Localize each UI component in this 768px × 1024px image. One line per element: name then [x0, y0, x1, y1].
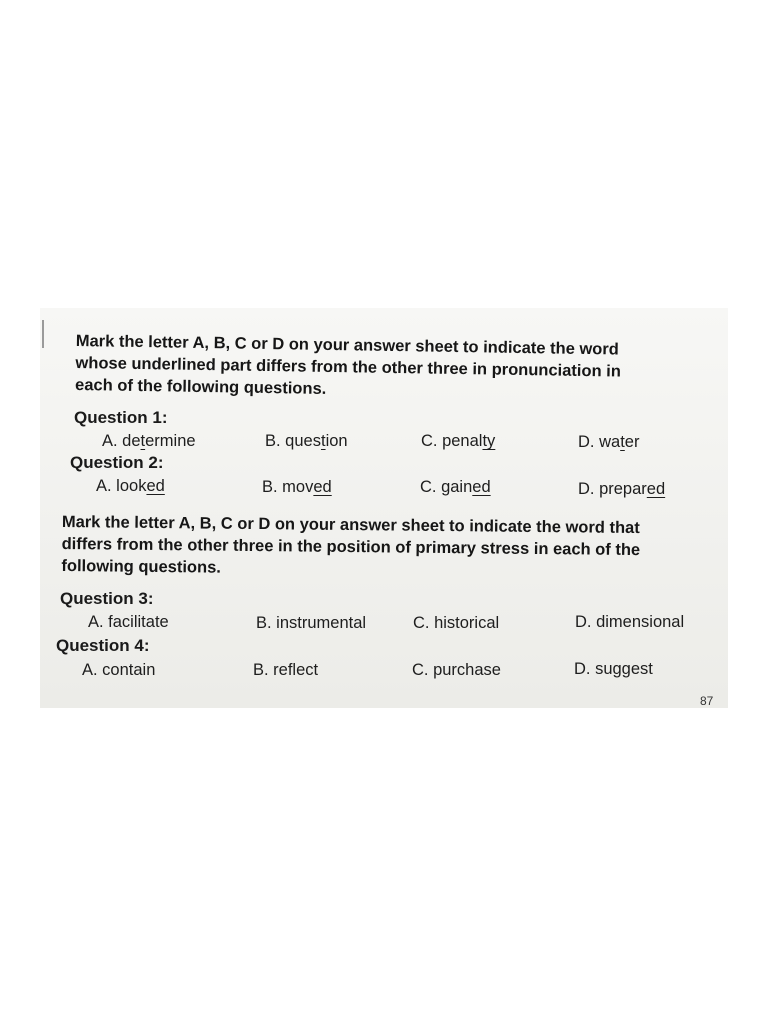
question-2-label: Question 2:: [70, 453, 164, 472]
instruction-line: Mark the letter A, B, C or D on your answer sheet to indicate the word that: [61, 512, 640, 538]
question-2-option-c: C. gained: [420, 478, 491, 496]
question-1-label: Question 1:: [74, 408, 168, 427]
question-1-option-d: D. water: [578, 433, 640, 451]
question-3-option-b: B. instrumental: [256, 614, 367, 632]
question-4-option-a: A. contain: [82, 661, 156, 679]
question-3-label: Question 3:: [60, 589, 154, 608]
question-4-option-d: D. suggest: [574, 660, 653, 678]
question-3-option-a: A. facilitate: [88, 613, 169, 631]
page-number: 87: [700, 694, 714, 708]
question-3-option-c: C. historical: [413, 614, 500, 632]
instruction-line: following questions.: [61, 556, 222, 577]
question-1-option-a: A. determine: [102, 432, 196, 450]
question-4-label: Question 4:: [56, 636, 150, 655]
question-2-option-a: A. looked: [96, 477, 165, 495]
instruction-line: Mark the letter A, B, C or D on your answer sheet to indicate the word: [75, 331, 619, 359]
instruction-line: differs from the other three in the position of primary stress in each of the: [61, 534, 641, 560]
question-1-option-b: B. question: [265, 432, 348, 450]
question-2-option-b: B. moved: [262, 478, 332, 496]
question-1-option-c: C. penalty: [421, 432, 496, 450]
question-3-option-d: D. dimensional: [575, 613, 685, 631]
page-edge-mark: [42, 320, 44, 348]
instruction-pronunciation: [75, 330, 726, 406]
instruction-line: each of the following questions.: [74, 375, 327, 398]
instruction-line: whose underlined part differs from the other three in pronunciation in: [75, 353, 622, 381]
question-2-option-d: D. prepared: [578, 480, 666, 498]
question-4-option-b: B. reflect: [253, 661, 319, 679]
instruction-stress: [61, 511, 726, 584]
question-4-option-c: C. purchase: [412, 661, 501, 679]
